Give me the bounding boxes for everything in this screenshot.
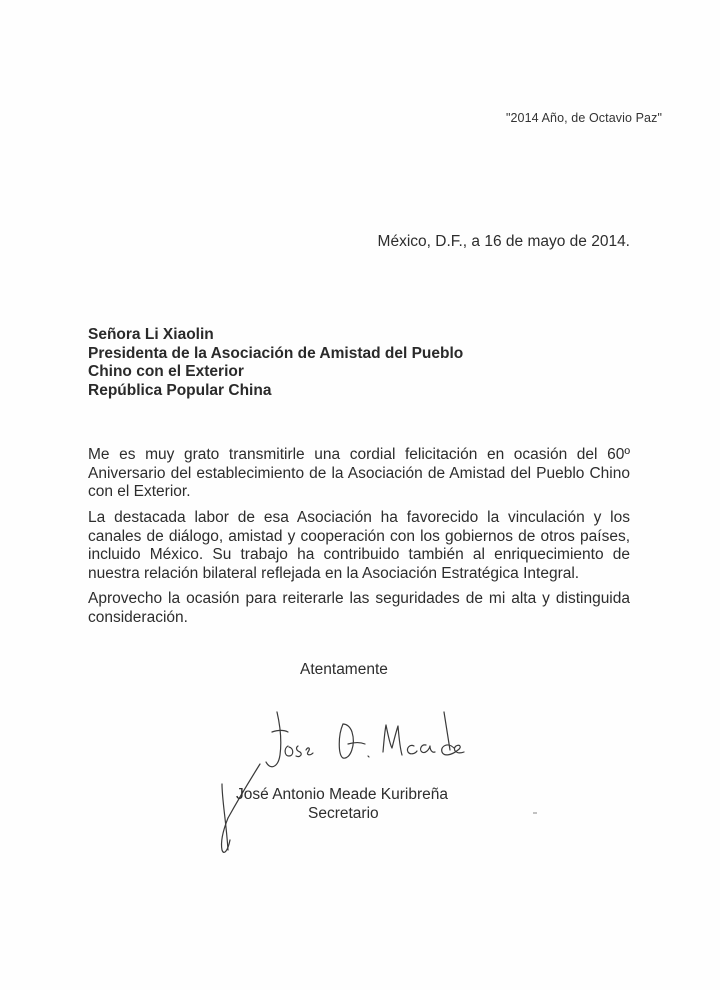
paragraph-farewell: Aprovecho la ocasión para reiterarle las seguridades de mi alta y distinguida consideración. [88,590,630,626]
recipient-position: Presidenta de la Asociación de Amistad del Pueblo [88,344,464,362]
recipient-position-cont: Chino con el Exterior [88,363,244,380]
recipient-name: Señora Li Xiaolin [88,326,214,343]
scan-speck [533,812,537,814]
signature-icon [200,700,500,860]
signer-name: José Antonio Meade Kuribreña [236,786,448,803]
closing: Atentamente [300,661,388,678]
recipient-country: República Popular China [88,381,272,399]
year-motto: "2014 Año, de Octavio Paz" [505,111,662,125]
dateline: México, D.F., a 16 de mayo de 2014. [377,233,630,250]
signer-title: Secretario [308,805,379,822]
paragraph-congratulation: Me es muy grato transmitirle una cordial felicitación en ocasión del 60º Aniversario del establecimiento de la Asociación de Amistad del Pueblo Chino con el Exterior. [88,446,630,501]
recipient-block [88,326,463,400]
paragraph-recognition: La destacada labor de esa Asociación ha favorecido la vinculación y los canales de diálogo, amistad y cooperación con los gobiernos de otros países, incluido México. Su trabajo ha contribuido también al enriquecimiento de nuestra relación bilateral reflejada en la Asociación Estratégica Integral. [88,509,630,583]
